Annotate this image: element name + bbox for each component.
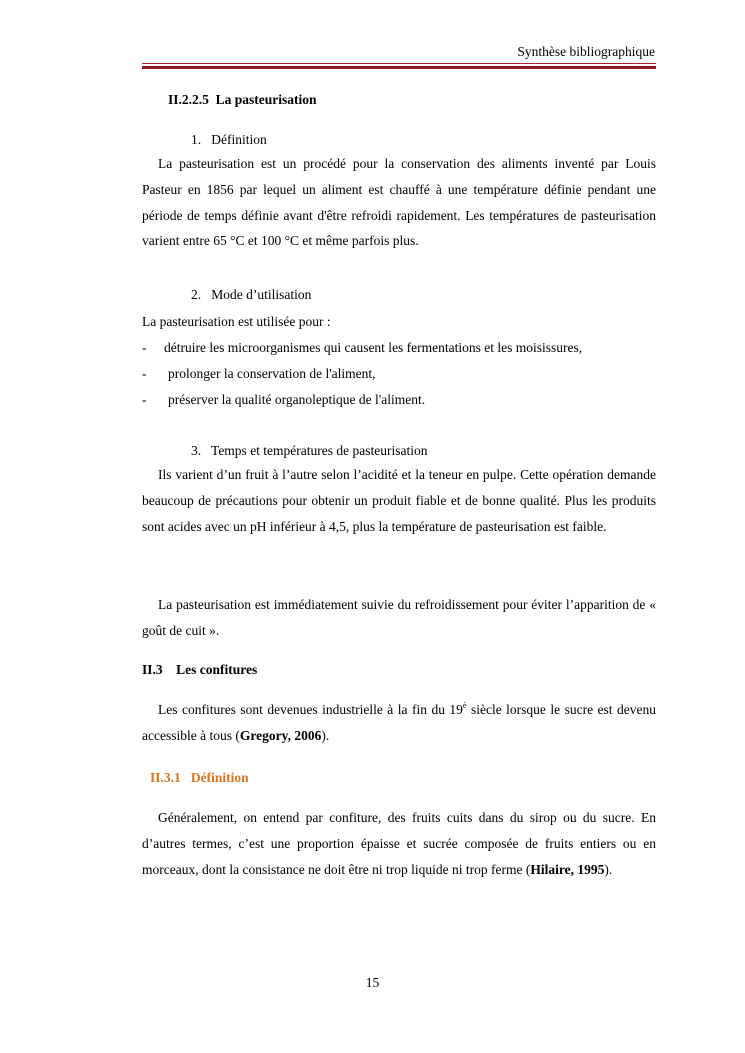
- paragraph-text: La pasteurisation est un procédé pour la conservation des aliments inventé par Louis Pasteur en 1856 par lequel un aliment est chauffé à une température définie pendant une période de temps définie avant d'être refroidi rapidement. Les températures de pasteurisation varient entre 65 °C et 100 °C et même parfois plus.: [142, 156, 656, 249]
- subheading-label: Mode d’utilisation: [211, 287, 312, 302]
- section-heading-3-1: [150, 769, 249, 786]
- superscript: è: [462, 701, 467, 710]
- subheading-mode-utilisation: [191, 286, 311, 303]
- paragraph-definition: [142, 151, 656, 254]
- paragraph-text: ).: [604, 861, 613, 877]
- citation: Hilaire, 1995: [530, 861, 605, 877]
- paragraph-text: La pasteurisation est immédiatement suivie du refroidissement pour éviter l’apparition de « goût de cuit ».: [142, 597, 656, 638]
- paragraph-text: siècle lorsque le sucre est devenu accessible à tous (: [142, 702, 656, 743]
- page-number: 15: [365, 975, 380, 990]
- paragraph-text: ).: [321, 727, 330, 743]
- running-header: Synthèse bibliographique: [517, 44, 655, 59]
- section-number: II.3: [142, 662, 163, 677]
- paragraph-text: Les confitures sont devenues industrielle à la fin du 19: [158, 702, 463, 717]
- section-title: La pasteurisation: [215, 92, 317, 107]
- section-title: Les confitures: [176, 662, 258, 677]
- list-item: préserver la qualité organoleptique de l'aliment.: [168, 392, 426, 407]
- subheading-number: 1.: [191, 132, 202, 147]
- subheading-temps-temperatures: [191, 442, 428, 459]
- bullet-marker: -: [142, 392, 147, 407]
- subheading-label: Temps et températures de pasteurisation: [211, 443, 428, 458]
- subheading-number: 2.: [191, 287, 202, 302]
- list-intro: La pasteurisation est utilisée pour :: [142, 314, 331, 329]
- subheading-label: Définition: [211, 132, 267, 147]
- paragraph-definition-confiture: [142, 805, 656, 882]
- paragraph-confitures: [142, 697, 656, 749]
- list-item: prolonger la conservation de l'aliment,: [168, 366, 376, 381]
- subheading-number: 3.: [191, 443, 202, 458]
- paragraph-text: Ils varient d’un fruit à l’autre selon l’acidité et la teneur en pulpe. Cette opération demande beaucoup de précautions pour obtenir un produit fiable et de bonne qualité. Plus les produits sont acides avec un pH inférieur à 4,5, plus la température de pasteurisation est faible.: [142, 467, 656, 534]
- section-title: Définition: [190, 770, 249, 785]
- subheading-definition: [191, 131, 267, 148]
- citation: Gregory, 2006: [239, 727, 322, 743]
- bullet-marker: -: [142, 366, 147, 381]
- section-heading-3: [142, 661, 257, 678]
- list-item: détruire les microorganismes qui causent les fermentations et les moisissures,: [164, 340, 583, 355]
- section-heading-2-2-5: [168, 91, 317, 108]
- paragraph-temps: [142, 462, 656, 539]
- header-rule-thick: [142, 66, 656, 69]
- paragraph-refroidissement: [142, 592, 656, 644]
- paragraph-text: Généralement, on entend par confiture, des fruits cuits dans du sirop ou du sucre. En d’autres termes, c’est une proportion épaisse et sucrée composée de fruits entiers ou en morceaux, dont la consistance ne doit être ni trop liquide ni trop ferme (: [142, 810, 656, 877]
- bullet-marker: -: [142, 340, 147, 355]
- section-number: II.2.2.5: [168, 92, 209, 107]
- section-number: II.3.1: [150, 770, 181, 785]
- header-rule-thin: [142, 63, 656, 64]
